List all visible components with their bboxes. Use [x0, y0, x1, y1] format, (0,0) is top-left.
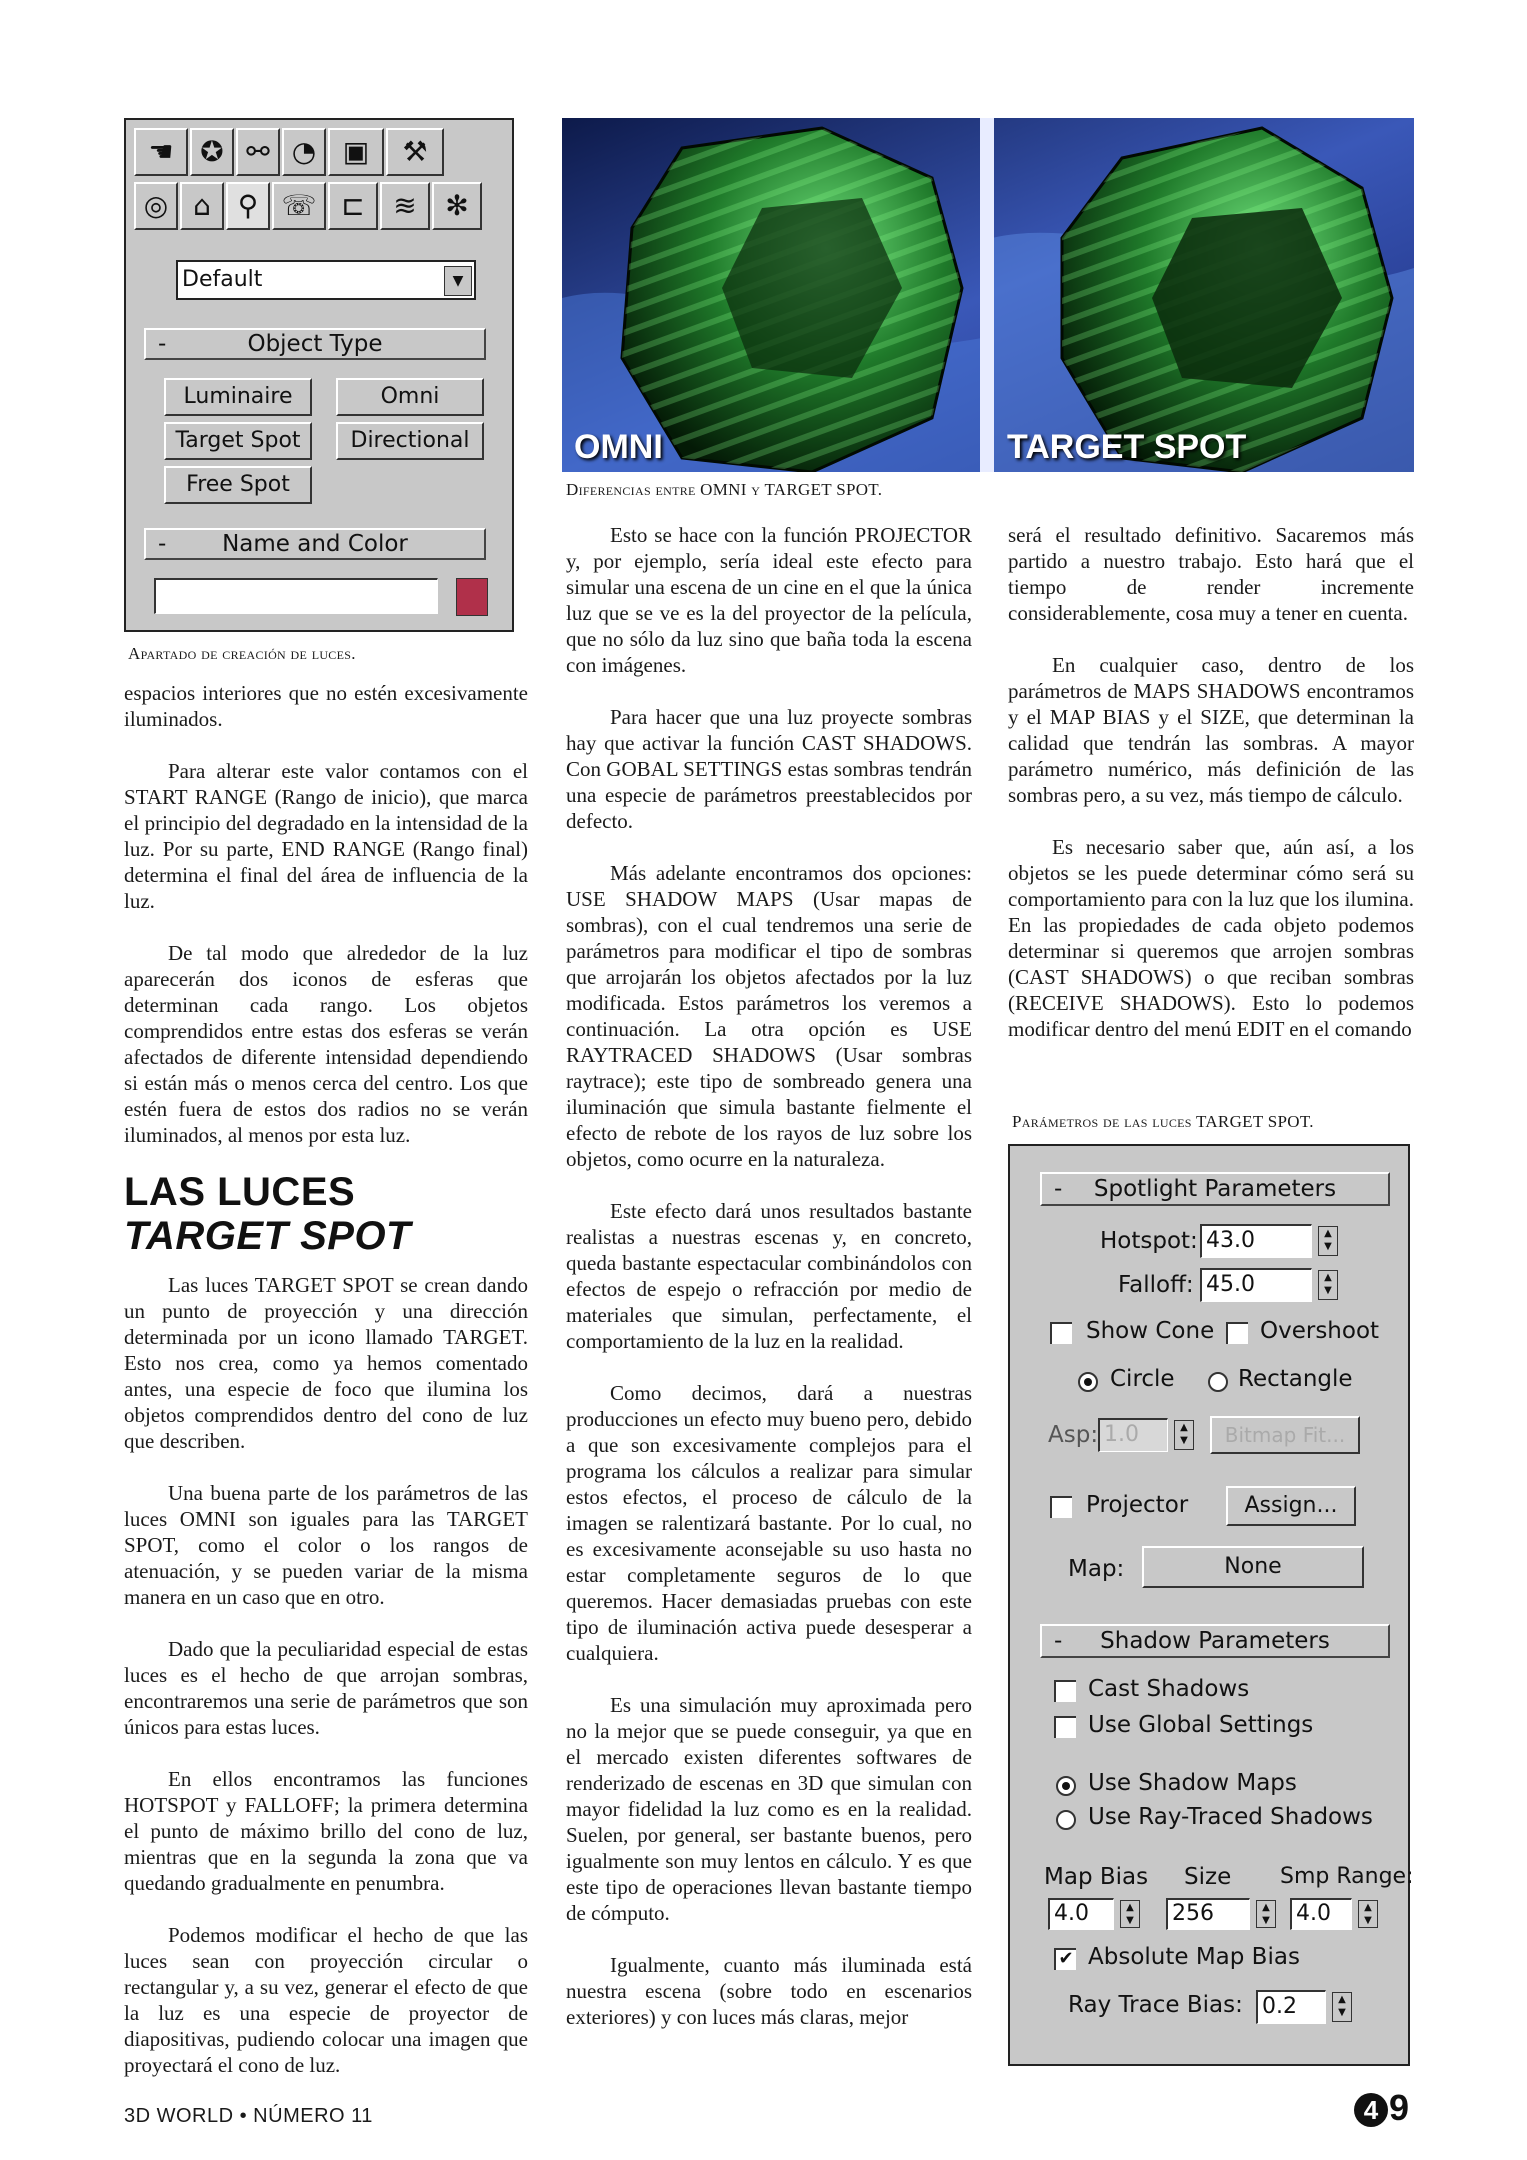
- smp-range-label: Smp Range:: [1280, 1864, 1414, 1889]
- use-shadow-maps-radio[interactable]: [1056, 1776, 1076, 1796]
- absolute-map-bias-checkbox[interactable]: ✔: [1054, 1948, 1076, 1970]
- utilities-tab-icon[interactable]: ⚒: [386, 128, 444, 176]
- paragraph: Es necesario saber que, aún así, a los objetos se les puede determinar cómo será su comportamiento para con la luz que los ilumina. En las propiedades de cada objeto podemos determinar si queremos que arrojen sombras (CAST SHADOWS) o que reciban sombras (RECEIVE SHADOWS). Esto lo podemos modificar dentro del menú EDIT en el comando: [1008, 835, 1414, 1041]
- paragraph: Las luces TARGET SPOT se crean dando un punto de proyección y una dirección determinada por un icono llamado TARGET. Esto nos crea, como ya hemos comentado antes, una especie de foco que ilumina los objetos comprendidos dentro del cono de luz que describen.: [124, 1273, 528, 1453]
- motion-tab-icon[interactable]: ◔: [282, 128, 326, 176]
- heading-line-1: LAS LUCES: [124, 1170, 356, 1214]
- lights-icon[interactable]: ⚲: [226, 182, 270, 230]
- rollout-collapse-symbol: -: [158, 531, 167, 557]
- caption-spot-parameters: Parámetros de las luces TARGET SPOT.: [1012, 1112, 1314, 1131]
- spotlight-parameters-header[interactable]: [1040, 1172, 1390, 1206]
- name-color-title: Name and Color: [222, 531, 408, 557]
- paragraph: Esto se hace con la función PROJECTOR y, por ejemplo, sería ideal este efecto para simular una escena de un cine en el que la única luz que se ve es la del proyector de la película, que no sólo da luz sino que baña toda la escena con imágenes.: [566, 523, 972, 677]
- omni-button[interactable]: Omni: [336, 378, 484, 416]
- hotspot-input[interactable]: [1200, 1224, 1312, 1258]
- paragraph: Podemos modificar el hecho de que las luces sean con proyección circular o rectangular y, a su vez, generar el efecto de que la luz es una especie de proyector de diapositivas, pudiendo colocar una imagen que proyectará el cono de luz.: [124, 1923, 528, 2077]
- aspect-spinner[interactable]: ▲ ▼: [1174, 1420, 1194, 1450]
- display-tab-icon[interactable]: ▣: [328, 128, 384, 176]
- hierarchy-tab-icon[interactable]: ⚯: [236, 128, 280, 176]
- paragraph: Para alterar este valor contamos con el START RANGE (Rango de inicio), que marca el principio del degradado en la intensidad de la luz. Por su parte, END RANGE (Rango final) determina el final del área de influencia de la luz.: [124, 759, 528, 913]
- ray-trace-bias-input[interactable]: [1256, 1990, 1326, 2024]
- projector-checkbox[interactable]: [1050, 1496, 1072, 1518]
- object-name-input[interactable]: [154, 578, 438, 614]
- paragraph: Para hacer que una luz proyecte sombras hay que activar la función CAST SHADOWS. Con GOBAL SETTINGS estas sombras tendrán una especie de parámetros preestablecidos por defecto.: [566, 705, 972, 833]
- name-color-rollout-header[interactable]: [144, 528, 486, 560]
- page-number-rest: 9: [1389, 2087, 1410, 2128]
- column-2: [566, 522, 972, 2030]
- paragraph: Como decimos, dará a nuestras producciones un efecto muy bueno pero, debido a que son excesivamente complejos para el programa los cálculos a realizar para simular estos efectos, el proceso de cálculo de la imagen se ralentizará bastante. Por lo cual, no es excesivamente aconsejable su uso hasta no estar completamente seguros de lo que queremos. Hacer demasiadas pruebas con este tipo de iluminación activa puede desesperar a cualquiera.: [566, 1381, 972, 1665]
- ray-trace-bias-label: Ray Trace Bias:: [1068, 1992, 1243, 2018]
- rectangle-label: Rectangle: [1238, 1366, 1353, 1392]
- free-spot-button[interactable]: Free Spot: [164, 466, 312, 504]
- bitmap-fit-button[interactable]: Bitmap Fit...: [1210, 1416, 1360, 1454]
- section-heading: [124, 1170, 411, 1258]
- smp-range-value: 4.0: [1296, 1901, 1331, 1926]
- heading-line-2: TARGET SPOT: [124, 1214, 411, 1258]
- use-shadow-maps-label: Use Shadow Maps: [1088, 1770, 1297, 1796]
- use-ray-traced-radio[interactable]: [1056, 1810, 1076, 1830]
- assign-button[interactable]: Assign...: [1226, 1486, 1356, 1526]
- omni-image-label: OMNI: [574, 428, 663, 466]
- paragraph: De tal modo que alrededor de la luz aparecerán dos iconos de esferas que determinan cada rango. Los objetos comprendidos entre estas dos esferas se verán afectados de diferente intensidad dependiendo si están más o menos cerca del centro. Los que estén fuera de estos dos radios no se verán iluminados, al menos por esta luz.: [124, 941, 528, 1147]
- paragraph: Una buena parte de los parámetros de las luces OMNI son iguales para las TARGET SPOT, como el color o los rangos de atenuación, y se pueden variar de la misma manera en un caso que en otro.: [124, 1481, 528, 1609]
- falloff-input[interactable]: [1200, 1268, 1312, 1302]
- cast-shadows-checkbox[interactable]: [1054, 1680, 1076, 1702]
- column-3: [1008, 522, 1414, 1042]
- category-dropdown-value: Default: [182, 267, 263, 292]
- category-dropdown[interactable]: [176, 260, 476, 300]
- map-bias-spinner[interactable]: ▲ ▼: [1120, 1900, 1140, 1928]
- cast-shadows-label: Cast Shadows: [1088, 1676, 1250, 1702]
- shapes-icon[interactable]: ⌂: [180, 182, 224, 230]
- falloff-value: 45.0: [1206, 1272, 1255, 1297]
- use-global-settings-checkbox[interactable]: [1054, 1716, 1076, 1738]
- map-bias-value: 4.0: [1054, 1901, 1089, 1926]
- image-divider: [980, 118, 994, 472]
- ray-trace-bias-spinner[interactable]: ▲ ▼: [1332, 1992, 1352, 2022]
- circle-label: Circle: [1110, 1366, 1175, 1392]
- directional-button[interactable]: Directional: [336, 422, 484, 460]
- use-global-settings-label: Use Global Settings: [1088, 1712, 1314, 1738]
- map-bias-input[interactable]: [1048, 1898, 1114, 1930]
- aspect-label: Asp:: [1048, 1422, 1099, 1448]
- paragraph: Más adelante encontramos dos opciones: USE SHADOW MAPS (Usar mapas de sombras), con el cual tendremos una serie de parámetros para modificar el tipo de sombras que arrojarán los objetos afectados por la luz modificada. Estos parámetros los veremos a continuación. La otra opción es USE RAYTRACED SHADOWS (Usar sombras raytrace); este tipo de sombreado genera una iluminación que simula bastante fielmente el efecto de rebote de los rayos de luz sobre los objetos, como ocurre en la naturaleza.: [566, 861, 972, 1171]
- paragraph: Es una simulación muy aproximada pero no la mejor que se puede conseguir, ya que en el mercado existen diferentes softwares de renderizado de escenas en 3D que simulan con mayor fidelidad la luz como es en la realidad. Suelen, por general, ser bastante buenos, pero igualmente son muy lentos en cálculo. Y es que este tipo de operaciones llevan bastante tiempo de cómputo.: [566, 1693, 972, 1925]
- ray-trace-bias-value: 0.2: [1262, 1994, 1297, 2019]
- luminaire-button[interactable]: Luminaire: [164, 378, 312, 416]
- render-comparison-svg: [562, 118, 1414, 472]
- paragraph: Igualmente, cuanto más iluminada está nuestra escena (sobre todo en escenarios exteriores) y con luces más claras, mejor: [566, 1953, 972, 2029]
- map-bias-label: Map Bias: [1044, 1864, 1149, 1890]
- map-label: Map:: [1068, 1556, 1125, 1582]
- overshoot-label: Overshoot: [1260, 1318, 1380, 1344]
- size-input[interactable]: [1166, 1898, 1250, 1930]
- size-label: Size: [1184, 1864, 1232, 1890]
- size-spinner[interactable]: ▲ ▼: [1256, 1900, 1276, 1928]
- object-type-title: Object Type: [247, 331, 383, 357]
- object-type-rollout-header[interactable]: [144, 328, 486, 360]
- chevron-down-icon[interactable]: ▼: [444, 266, 472, 296]
- footer-publication: 3D WORLD • NÚMERO 11: [124, 2105, 373, 2127]
- size-value: 256: [1172, 1901, 1214, 1926]
- smp-range-spinner[interactable]: ▲ ▼: [1358, 1900, 1378, 1928]
- render-comparison-image: [562, 118, 1414, 472]
- paragraph: En cualquier caso, dentro de los parámetros de MAPS SHADOWS encontramos y el MAP BIAS y el SIZE, que determinan la calidad que tendrán las sombras. A mayor parámetro numérico, más definición de las sombras pero, a su vez, más tiempo de cálculo.: [1008, 653, 1414, 807]
- aspect-input[interactable]: [1098, 1418, 1168, 1452]
- show-cone-label: Show Cone: [1086, 1318, 1215, 1344]
- space-warps-icon[interactable]: ≋: [380, 182, 430, 230]
- aspect-value: 1.0: [1104, 1422, 1139, 1447]
- page-number: [1354, 2088, 1420, 2128]
- projector-label: Projector: [1086, 1492, 1189, 1518]
- rollout-collapse-symbol: -: [158, 331, 167, 357]
- modify-tab-icon[interactable]: ✪: [190, 128, 234, 176]
- caption-create-panel: Apartado de creación de luces.: [128, 644, 356, 663]
- hotspot-label: Hotspot:: [1100, 1228, 1198, 1254]
- show-cone-checkbox[interactable]: [1050, 1322, 1072, 1344]
- absolute-map-bias-label: Absolute Map Bias: [1088, 1944, 1300, 1970]
- systems-icon[interactable]: ✻: [432, 182, 482, 230]
- cameras-icon[interactable]: ☏: [272, 182, 326, 230]
- rollout-collapse-symbol: -: [1054, 1176, 1063, 1202]
- spotlight-parameters-title: Spotlight Parameters: [1093, 1176, 1337, 1202]
- shadow-parameters-title: Shadow Parameters: [1100, 1628, 1330, 1654]
- rectangle-radio[interactable]: [1208, 1372, 1228, 1392]
- use-ray-traced-label: Use Ray-Traced Shadows: [1088, 1804, 1373, 1830]
- smp-range-input[interactable]: [1290, 1898, 1352, 1930]
- falloff-label: Falloff:: [1118, 1272, 1194, 1298]
- helpers-icon[interactable]: ⊏: [328, 182, 378, 230]
- color-swatch[interactable]: [456, 578, 488, 616]
- overshoot-checkbox[interactable]: [1226, 1322, 1248, 1344]
- caption-render-comparison: Diferencias entre OMNI y TARGET SPOT.: [566, 480, 883, 499]
- hotspot-spinner[interactable]: ▲ ▼: [1318, 1226, 1338, 1256]
- create-tab-icon[interactable]: ☚: [134, 128, 188, 176]
- circle-radio[interactable]: [1078, 1372, 1098, 1392]
- target-spot-button[interactable]: Target Spot: [164, 422, 312, 460]
- rollout-collapse-symbol: -: [1054, 1628, 1063, 1654]
- shadow-parameters-header[interactable]: [1040, 1624, 1390, 1658]
- falloff-spinner[interactable]: ▲ ▼: [1318, 1270, 1338, 1300]
- map-none-button[interactable]: None: [1142, 1546, 1364, 1588]
- spotlight-parameters-panel: [1008, 1144, 1414, 2066]
- paragraph: será el resultado definitivo. Sacaremos más partido a nuestro trabajo. Esto hará que el tiempo de render incremente considerablemente, cosa muy a tener en cuenta.: [1008, 523, 1414, 625]
- paragraph: Este efecto dará unos resultados bastante realistas a nuestras escenas y, en concreto, queda bastante espectacular combinándolos con efectos de espejo o refracción por medio de materiales que simulan, perfectamente, el comportamiento de la luz en la realidad.: [566, 1199, 972, 1353]
- paragraph: En ellos encontramos las funciones HOTSPOT y FALLOFF; la primera determina el punto de máximo brillo del cono de luz, mientras que en la segunda la zona que va quedando gradualmente en penumbra.: [124, 1767, 528, 1895]
- paragraph: espacios interiores que no estén excesivamente iluminados.: [124, 681, 528, 731]
- create-lights-panel: [124, 118, 514, 632]
- target-spot-image-label: TARGET SPOT: [1007, 428, 1247, 466]
- geometry-icon[interactable]: ◎: [134, 182, 178, 230]
- hotspot-value: 43.0: [1206, 1228, 1255, 1253]
- paragraph: Dado que la peculiaridad especial de estas luces es el hecho de que arrojan sombras, encontraremos una serie de parámetros que son únicos para estas luces.: [124, 1637, 528, 1739]
- column-1-bottom: [124, 1272, 528, 2104]
- column-1-top: [124, 680, 528, 1174]
- page-number-circle: 4: [1354, 2093, 1388, 2127]
